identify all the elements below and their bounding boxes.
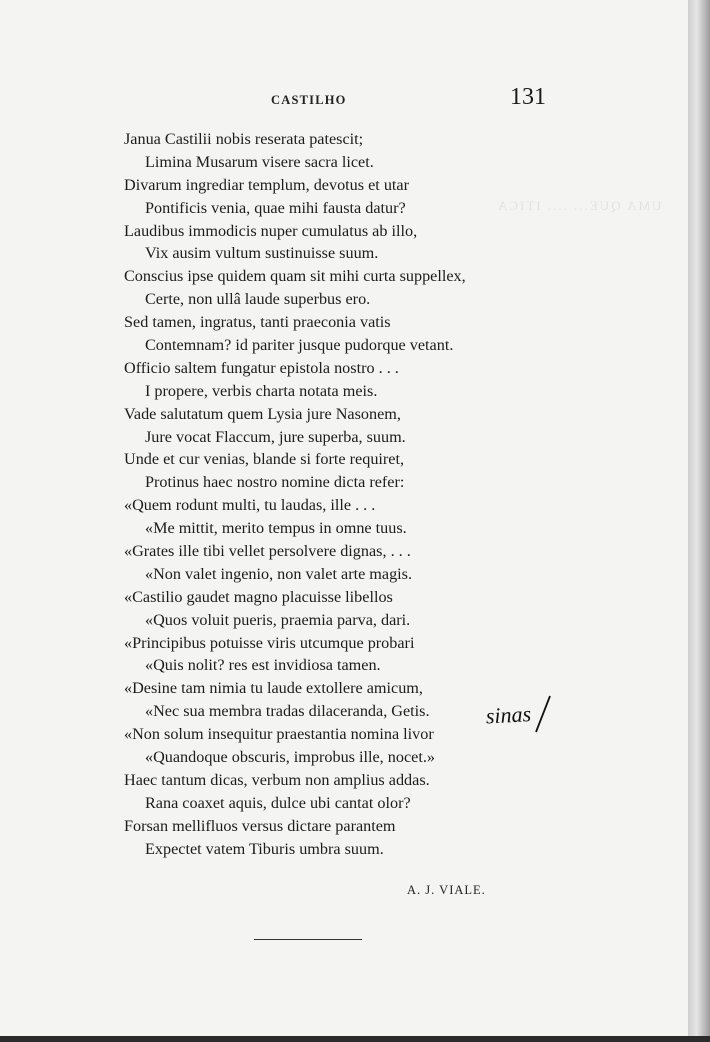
page-number: 131 [510, 84, 546, 110]
verse-line: Conscius ipse quidem quam sit mihi curta suppellex, [124, 267, 466, 286]
verse-line: Jure vocat Flaccum, jure superba, suum. [145, 427, 406, 446]
handwritten-correction [484, 688, 554, 736]
verse-line: Vix ausim vultum sustinuisse suum. [145, 244, 379, 263]
poem [124, 128, 564, 861]
verse-line: Expectet vatem Tiburis umbra suum. [145, 839, 384, 858]
verse-line: Certe, non ullâ laude superbus ero. [145, 290, 371, 309]
verse-line: Divarum ingrediar templum, devotus et utar [124, 175, 410, 194]
verse-line: Forsan mellifluos versus dictare parantem [124, 816, 396, 835]
correction-slash [536, 696, 550, 732]
verse-line: «Quos voluit pueris, praemia parva, dari. [145, 610, 411, 629]
verse-line: «Grates ille tibi vellet persolvere dignas, . . . [124, 542, 411, 561]
verse-line: Haec tantum dicas, verbum non amplius addas. [124, 770, 430, 789]
verse-line: «Quem rodunt multi, tu laudas, ille . . . [124, 496, 376, 515]
verse-line: «Non valet ingenio, non valet arte magis. [145, 564, 413, 583]
verse-line: Officio saltem fungatur epistola nostro . . . [124, 358, 399, 377]
verse-line: Contemnam? id pariter jusque pudorque vetant. [145, 336, 454, 355]
verse-line: «Principibus potuisse viris utcumque probari [124, 633, 415, 652]
book-edge [688, 0, 710, 1042]
verse-line: «Quis nolit? res est invidiosa tamen. [145, 656, 381, 675]
verse-line: Sed tamen, ingratus, tanti praeconia vatis [124, 313, 391, 332]
verse-line: I propere, verbis charta notata meis. [145, 381, 378, 400]
running-title: CASTILHO [271, 93, 347, 107]
verse-line: «Me mittit, merito tempus in omne tuus. [145, 519, 407, 538]
verse-line: «Desine tam nimia tu laude extollere amicum, [124, 679, 423, 698]
verse-line: Vade salutatum quem Lysia jure Nasonem, [124, 404, 401, 423]
bleed-through-heading: UMA QUE... .... ITICA [496, 198, 662, 213]
verse-line: Pontificis venia, quae mihi fausta datur? [145, 198, 406, 217]
verse-line: Rana coaxet aquis, dulce ubi cantat olor? [145, 793, 411, 812]
handwritten-note: sinas [485, 701, 532, 729]
verse-line: Limina Musarum visere sacra licet. [145, 152, 374, 171]
author-signature: A. J. VIALE. [407, 883, 486, 897]
page-bottom-edge [0, 1036, 710, 1042]
verse-line: Protinus haec nostro nomine dicta refer: [145, 473, 405, 492]
verse-line: Unde et cur venias, blande si forte requiret, [124, 450, 405, 469]
verse-line: Laudibus immodicis nuper cumulatus ab illo, [124, 221, 418, 240]
verse-line: «Non solum insequitur praestantia nomina livor [124, 725, 434, 744]
verse-line: «Castilio gaudet magno placuisse libellos [124, 587, 393, 606]
verse-line-annotated: «Nec sua membra tradas dilaceranda, Getis. [145, 702, 430, 721]
verse-line: «Quandoque obscuris, improbus ille, nocet.» [145, 748, 435, 767]
section-divider [254, 939, 362, 940]
verse-line: Janua Castilii nobis reserata patescit; [124, 130, 364, 148]
